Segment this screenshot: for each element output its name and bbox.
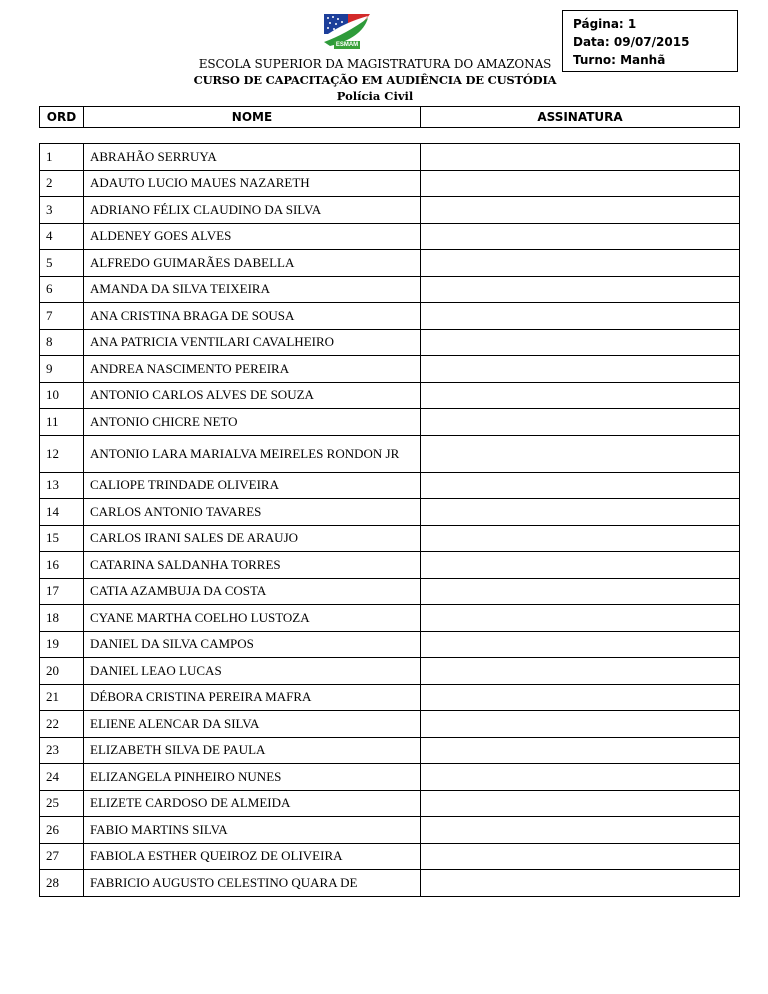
row-ord: 8 bbox=[40, 329, 84, 356]
row-nome: ANTONIO CHICRE NETO bbox=[84, 409, 421, 436]
table-row bbox=[40, 303, 740, 330]
signature-cell[interactable] bbox=[421, 250, 740, 277]
row-ord: 11 bbox=[40, 409, 84, 436]
row-ord: 23 bbox=[40, 737, 84, 764]
table-row bbox=[40, 223, 740, 250]
date-label: Data: 09/07/2015 bbox=[573, 35, 690, 49]
row-nome: ANTONIO CARLOS ALVES DE SOUZA bbox=[84, 382, 421, 409]
table-row bbox=[40, 737, 740, 764]
logo-caption: ESMAM bbox=[335, 42, 359, 48]
row-ord: 5 bbox=[40, 250, 84, 277]
signature-cell[interactable] bbox=[421, 684, 740, 711]
table-row bbox=[40, 197, 740, 224]
row-nome: CYANE MARTHA COELHO LUSTOZA bbox=[84, 605, 421, 632]
row-ord: 4 bbox=[40, 223, 84, 250]
row-nome: CATARINA SALDANHA TORRES bbox=[84, 552, 421, 579]
signature-cell[interactable] bbox=[421, 870, 740, 897]
row-ord: 25 bbox=[40, 790, 84, 817]
row-nome: CARLOS ANTONIO TAVARES bbox=[84, 499, 421, 526]
row-nome: DANIEL DA SILVA CAMPOS bbox=[84, 631, 421, 658]
row-nome: ANTONIO LARA MARIALVA MEIRELES RONDON JR bbox=[84, 435, 421, 472]
signature-cell[interactable] bbox=[421, 737, 740, 764]
table-row bbox=[40, 250, 740, 277]
row-nome: FABIOLA ESTHER QUEIROZ DE OLIVEIRA bbox=[84, 843, 421, 870]
page-info-box bbox=[562, 10, 738, 72]
row-ord: 18 bbox=[40, 605, 84, 632]
signature-cell[interactable] bbox=[421, 552, 740, 579]
table-row bbox=[40, 578, 740, 605]
table-row bbox=[40, 499, 740, 526]
row-ord: 9 bbox=[40, 356, 84, 383]
group-name: Polícia Civil bbox=[336, 89, 414, 103]
table-row bbox=[40, 276, 740, 303]
signature-cell[interactable] bbox=[421, 276, 740, 303]
column-ord: ORD bbox=[40, 107, 84, 127]
signature-cell[interactable] bbox=[421, 356, 740, 383]
row-ord: 7 bbox=[40, 303, 84, 330]
row-nome: ABRAHÃO SERRUYA bbox=[84, 144, 421, 171]
row-nome: ANDREA NASCIMENTO PEREIRA bbox=[84, 356, 421, 383]
table-row bbox=[40, 790, 740, 817]
row-ord: 2 bbox=[40, 170, 84, 197]
table-row bbox=[40, 170, 740, 197]
signature-cell[interactable] bbox=[421, 472, 740, 499]
signature-cell[interactable] bbox=[421, 435, 740, 472]
column-nome: NOME bbox=[84, 107, 421, 127]
signature-cell[interactable] bbox=[421, 223, 740, 250]
row-nome: ALFREDO GUIMARÃES DABELLA bbox=[84, 250, 421, 277]
row-nome: DÉBORA CRISTINA PEREIRA MAFRA bbox=[84, 684, 421, 711]
table-row bbox=[40, 382, 740, 409]
row-nome: ELIENE ALENCAR DA SILVA bbox=[84, 711, 421, 738]
table-row bbox=[40, 144, 740, 171]
signature-cell[interactable] bbox=[421, 843, 740, 870]
table-row bbox=[40, 552, 740, 579]
row-ord: 26 bbox=[40, 817, 84, 844]
row-ord: 1 bbox=[40, 144, 84, 171]
row-nome: ADAUTO LUCIO MAUES NAZARETH bbox=[84, 170, 421, 197]
row-ord: 14 bbox=[40, 499, 84, 526]
table-row bbox=[40, 658, 740, 685]
table-row bbox=[40, 356, 740, 383]
row-nome: CATIA AZAMBUJA DA COSTA bbox=[84, 578, 421, 605]
row-nome: FABRICIO AUGUSTO CELESTINO QUARA DE bbox=[84, 870, 421, 897]
row-ord: 12 bbox=[40, 435, 84, 472]
row-ord: 22 bbox=[40, 711, 84, 738]
signature-cell[interactable] bbox=[421, 303, 740, 330]
table-row bbox=[40, 329, 740, 356]
column-assinatura: ASSINATURA bbox=[537, 110, 623, 124]
table-row bbox=[40, 684, 740, 711]
signature-cell[interactable] bbox=[421, 578, 740, 605]
signature-cell[interactable] bbox=[421, 329, 740, 356]
row-ord: 13 bbox=[40, 472, 84, 499]
school-name: ESCOLA SUPERIOR DA MAGISTRATURA DO AMAZONAS bbox=[198, 57, 552, 71]
signature-cell[interactable] bbox=[421, 790, 740, 817]
table-row bbox=[40, 764, 740, 791]
signature-cell[interactable] bbox=[421, 382, 740, 409]
row-nome: DANIEL LEAO LUCAS bbox=[84, 658, 421, 685]
row-nome: ELIZANGELA PINHEIRO NUNES bbox=[84, 764, 421, 791]
row-nome: FABIO MARTINS SILVA bbox=[84, 817, 421, 844]
page-number: Página: 1 bbox=[573, 17, 637, 31]
column-header bbox=[39, 106, 740, 128]
shift-label: Turno: Manhã bbox=[573, 53, 666, 67]
signature-cell[interactable] bbox=[421, 170, 740, 197]
signature-cell[interactable] bbox=[421, 499, 740, 526]
row-ord: 20 bbox=[40, 658, 84, 685]
row-nome: CARLOS IRANI SALES DE ARAUJO bbox=[84, 525, 421, 552]
table-row bbox=[40, 870, 740, 897]
table-row bbox=[40, 605, 740, 632]
attendance-table bbox=[39, 143, 740, 897]
table-row bbox=[40, 817, 740, 844]
row-ord: 27 bbox=[40, 843, 84, 870]
row-nome: ANA CRISTINA BRAGA DE SOUSA bbox=[84, 303, 421, 330]
row-nome: ANA PATRICIA VENTILARI CAVALHEIRO bbox=[84, 329, 421, 356]
signature-cell[interactable] bbox=[421, 525, 740, 552]
table-row bbox=[40, 435, 740, 472]
course-title: CURSO DE CAPACITAÇÃO EM AUDIÊNCIA DE CUSTÓDIA bbox=[193, 73, 557, 87]
table-row bbox=[40, 631, 740, 658]
signature-cell[interactable] bbox=[421, 658, 740, 685]
row-nome: AMANDA DA SILVA TEIXEIRA bbox=[84, 276, 421, 303]
row-ord: 17 bbox=[40, 578, 84, 605]
signature-cell[interactable] bbox=[421, 197, 740, 224]
row-ord: 21 bbox=[40, 684, 84, 711]
row-nome: ELIZABETH SILVA DE PAULA bbox=[84, 737, 421, 764]
signature-cell[interactable] bbox=[421, 711, 740, 738]
row-ord: 16 bbox=[40, 552, 84, 579]
row-ord: 19 bbox=[40, 631, 84, 658]
table-row bbox=[40, 525, 740, 552]
table-row bbox=[40, 409, 740, 436]
row-ord: 24 bbox=[40, 764, 84, 791]
signature-cell[interactable] bbox=[421, 631, 740, 658]
table-row bbox=[40, 843, 740, 870]
signature-cell[interactable] bbox=[421, 409, 740, 436]
row-ord: 15 bbox=[40, 525, 84, 552]
row-nome: CALIOPE TRINDADE OLIVEIRA bbox=[84, 472, 421, 499]
row-ord: 28 bbox=[40, 870, 84, 897]
table-row bbox=[40, 711, 740, 738]
row-ord: 3 bbox=[40, 197, 84, 224]
signature-cell[interactable] bbox=[421, 817, 740, 844]
row-nome: ELIZETE CARDOSO DE ALMEIDA bbox=[84, 790, 421, 817]
signature-cell[interactable] bbox=[421, 605, 740, 632]
row-nome: ADRIANO FÉLIX CLAUDINO DA SILVA bbox=[84, 197, 421, 224]
row-ord: 10 bbox=[40, 382, 84, 409]
signature-cell[interactable] bbox=[421, 144, 740, 171]
table-row bbox=[40, 472, 740, 499]
signature-cell[interactable] bbox=[421, 764, 740, 791]
row-nome: ALDENEY GOES ALVES bbox=[84, 223, 421, 250]
row-ord: 6 bbox=[40, 276, 84, 303]
